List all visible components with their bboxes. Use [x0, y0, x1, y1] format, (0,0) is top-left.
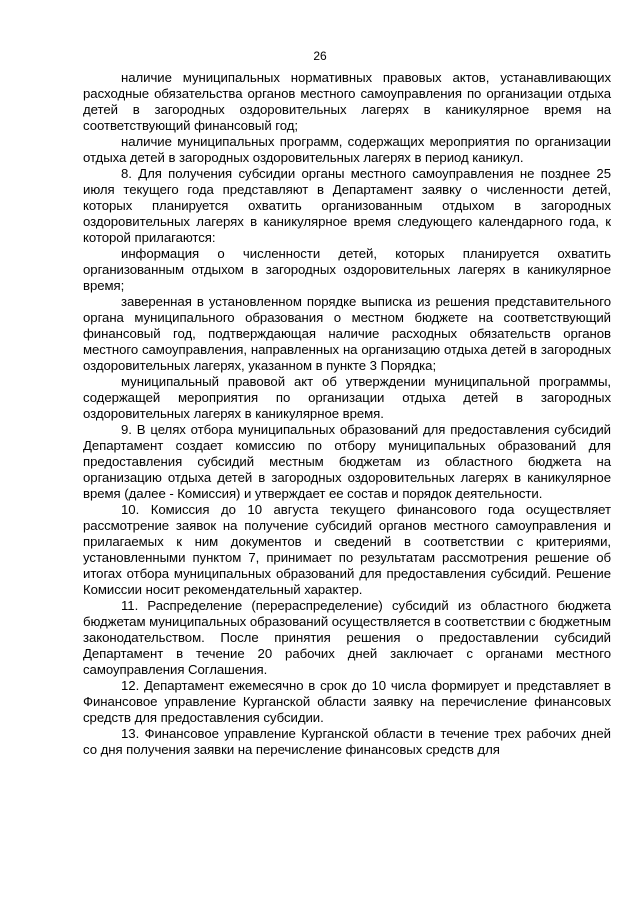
paragraph-item-12: 12. Департамент ежемесячно в срок до 10 числа формирует и представляет в Финансовое управление Курганской области заявку на перечисление финансовых средств для предоставления субсидии. [83, 678, 611, 725]
paragraph-item-9: 9. В целях отбора муниципальных образований для предоставления субсидий Департамент создает комиссию по отбору муниципальных образований для предоставления субсидий местным бюджетам из областного бюджета на организацию отдыха детей в загородных оздоровительных лагерях в каникулярное время (далее - Комиссия) и утверждает ее состав и порядок деятельности. [83, 422, 611, 501]
paragraph-item-8: 8. Для получения субсидии органы местного самоуправления не позднее 25 июля текущего года представляют в Департамент заявку о численности детей, которых планируется охватить организованным отдыхом в загородных оздоровительных лагерях в каникулярное время следующего календарного года, к которой прилагаются: [83, 166, 611, 245]
paragraph-municipal-programs: наличие муниципальных программ, содержащих мероприятия по организации отдыха детей в загородных оздоровительных лагерях в период каникул. [83, 134, 611, 165]
paragraph-municipal-legal-act: муниципальный правовой акт об утверждении муниципальной программы, содержащей мероприятия по организации отдыха детей в загородных оздоровительных лагерях в каникулярное время. [83, 374, 611, 421]
paragraph-item-10: 10. Комиссия до 10 августа текущего финансового года осуществляет рассмотрение заявок на получение субсидий органов местного самоуправления и прилагаемых к ним документов и сведений в соответствии с критериями, установленными пунктом 7, принимает по результатам рассмотрения решение об итогах отбора муниципальных образований для предоставления субсидий. Решение Комиссии носит рекомендательный характер. [83, 502, 611, 597]
paragraph-item-11: 11. Распределение (перераспределение) субсидий из областного бюджета бюджетам муниципальных образований осуществляется в соответствии с бюджетным законодательством. После принятия решения о предоставлении субсидий Департамент в течение 20 рабочих дней заключает с органами местного самоуправления Соглашения. [83, 598, 611, 677]
document-body [83, 70, 611, 758]
paragraph-item-13: 13. Финансовое управление Курганской области в течение трех рабочих дней со дня получения заявки на перечисление финансовых средств для [83, 726, 611, 757]
paragraph-children-count-info: информация о численности детей, которых планируется охватить организованным отдыхом в загородных оздоровительных лагерях в каникулярное время; [83, 246, 611, 293]
page-number: 26 [313, 49, 327, 63]
paragraph-certified-extract: заверенная в установленном порядке выписка из решения представительного органа муниципального образования о местном бюджете на соответствующий финансовый год, подтверждающая наличие расходных обязательств органов местного самоуправления, направленных на организацию отдыха детей в загородных оздоровительных лагерях, указанном в пункте 3 Порядка; [83, 294, 611, 373]
paragraph-municipal-acts: наличие муниципальных нормативных правовых актов, устанавливающих расходные обязательства органов местного самоуправления по организации отдыха детей в загородных оздоровительных лагерях в каникулярное время на соответствующий финансовый год; [83, 70, 611, 133]
